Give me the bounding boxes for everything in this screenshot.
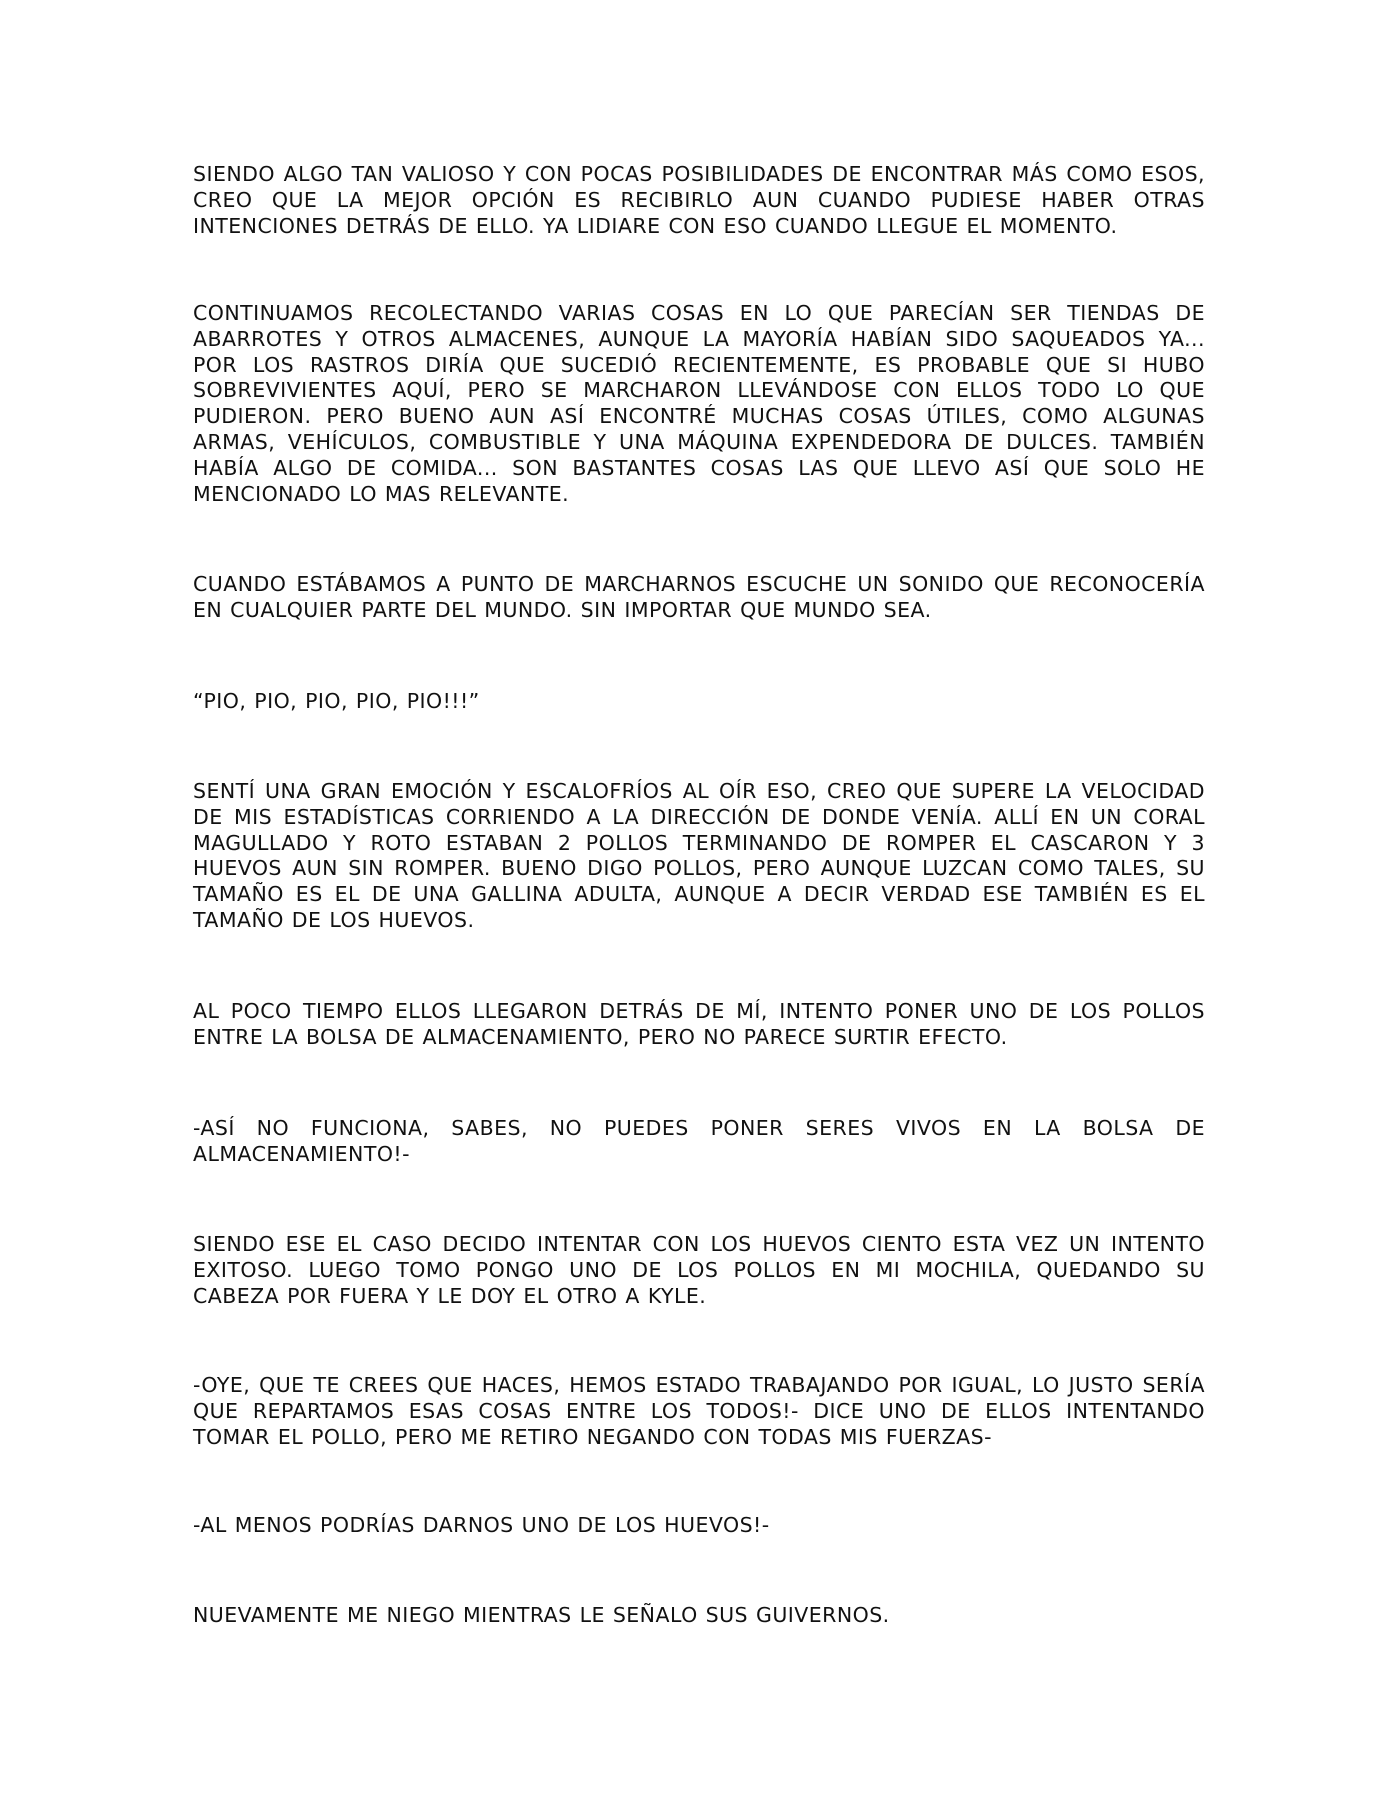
paragraph-dialogue-share: -OYE, QUE TE CREES QUE HACES, HEMOS ESTADO TRABAJANDO POR IGUAL, LO JUSTO SERÍA QUE REPARTAMOS ESAS COSAS ENTRE LOS TODOS!- DICE UNO DE ELLOS INTENTANDO TOMAR EL POLLO, PERO ME RETIRO NEGANDO CON TODAS MIS FUERZAS- — [193, 1373, 1205, 1449]
paragraph-refusal: NUEVAMENTE ME NIEGO MIENTRAS LE SEÑALO SUS GUIVERNOS. — [193, 1603, 890, 1627]
paragraph-chick-sound: “PIO, PIO, PIO, PIO, PIO!!!” — [193, 689, 480, 713]
paragraph-collecting-supplies: CONTINUAMOS RECOLECTANDO VARIAS COSAS EN LO QUE PARECÍAN SER TIENDAS DE ABARROTES Y OTROS ALMACENES, AUNQUE LA MAYORÍA HABÍAN SIDO SAQUEADOS YA... POR LOS RASTROS DIRÍA QUE SUCEDIÓ RECIENTEMENTE, ES PROBABLE QUE SI HUBO SOBREVIVIENTES AQUÍ, PERO SE MARCHARON LLEVÁNDOSE CON ELLOS TODO LO QUE PUDIERON. PERO BUENO AUN ASÍ ENCONTRÉ MUCHAS COSAS ÚTILES, COMO ALGUNAS ARMAS, VEHÍCULOS, COMBUSTIBLE Y UNA MÁQUINA EXPENDEDORA DE DULCES. TAMBIÉN HABÍA ALGO DE COMIDA... SON BASTANTES COSAS LAS QUE LLEVO ASÍ QUE SOLO HE MENCIONADO LO MAS RELEVANTE. — [193, 301, 1205, 506]
paragraph-finding-chicks: SENTÍ UNA GRAN EMOCIÓN Y ESCALOFRÍOS AL OÍR ESO, CREO QUE SUPERE LA VELOCIDAD DE MIS ESTADÍSTICAS CORRIENDO A LA DIRECCIÓN DE DONDE VENÍA. ALLÍ EN UN CORAL MAGULLADO Y ROTO ESTABAN 2 POLLOS TERMINANDO DE ROMPER EL CASCARON Y 3 HUEVOS AUN SIN ROMPER. BUENO DIGO POLLOS, PERO AUNQUE LUZCAN COMO TALES, SU TAMAÑO ES EL DE UNA GALLINA ADULTA, AUNQUE A DECIR VERDAD ESE TAMBIÉN ES EL TAMAÑO DE LOS HUEVOS. — [193, 779, 1205, 932]
paragraph-dialogue-storage: -ASÍ NO FUNCIONA, SABES, NO PUEDES PONER SERES VIVOS EN LA BOLSA DE ALMACENAMIENTO!- — [193, 1116, 1205, 1166]
paragraph-storage-attempt: AL POCO TIEMPO ELLOS LLEGARON DETRÁS DE MÍ, INTENTO PONER UNO DE LOS POLLOS ENTRE LA BOLSA DE ALMACENAMIENTO, PERO NO PARECE SURTIR EFECTO. — [193, 999, 1205, 1049]
paragraph-dialogue-egg-request: -AL MENOS PODRÍAS DARNOS UNO DE LOS HUEVOS!- — [193, 1513, 770, 1537]
paragraph-familiar-sound: CUANDO ESTÁBAMOS A PUNTO DE MARCHARNOS ESCUCHE UN SONIDO QUE RECONOCERÍA EN CUALQUIER PARTE DEL MUNDO. SIN IMPORTAR QUE MUNDO SEA. — [193, 572, 1205, 622]
paragraph-valuable-gift: SIENDO ALGO TAN VALIOSO Y CON POCAS POSIBILIDADES DE ENCONTRAR MÁS COMO ESOS, CREO QUE LA MEJOR OPCIÓN ES RECIBIRLO AUN CUANDO PUDIESE HABER OTRAS INTENCIONES DETRÁS DE ELLO. YA LIDIARE CON ESO CUANDO LLEGUE EL MOMENTO. — [193, 162, 1205, 238]
paragraph-eggs-stored: SIENDO ESE EL CASO DECIDO INTENTAR CON LOS HUEVOS CIENTO ESTA VEZ UN INTENTO EXITOSO. LUEGO TOMO PONGO UNO DE LOS POLLOS EN MI MOCHILA, QUEDANDO SU CABEZA POR FUERA Y LE DOY EL OTRO A KYLE. — [193, 1232, 1205, 1308]
